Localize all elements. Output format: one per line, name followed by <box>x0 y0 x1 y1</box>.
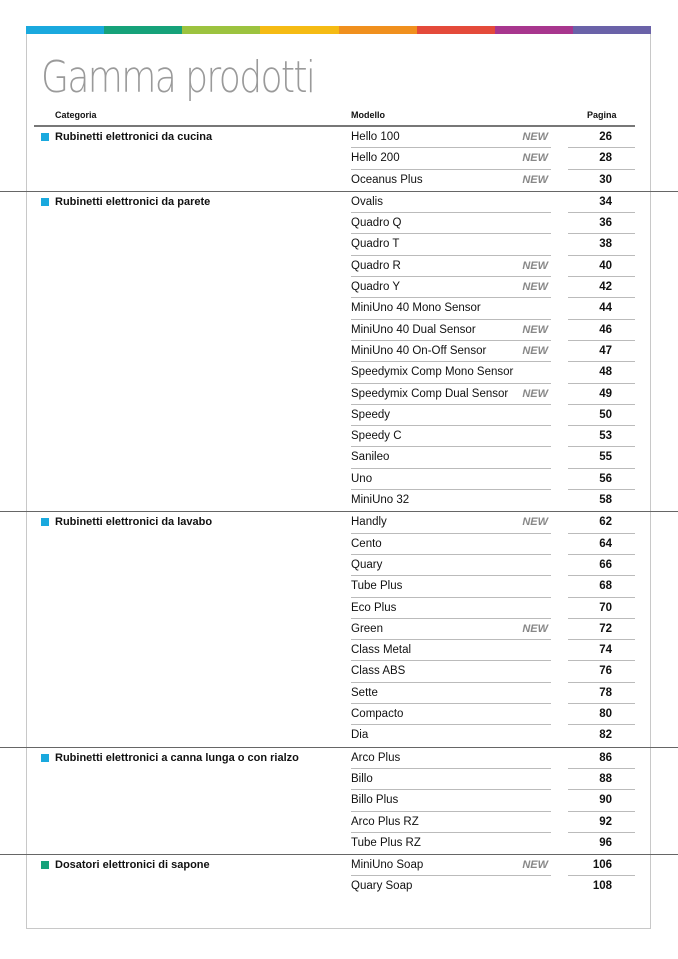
model-name: Eco Plus <box>351 601 397 614</box>
page-title: Gamma prodotti <box>41 52 315 103</box>
header-page: Pagina <box>587 110 617 120</box>
page-number: 68 <box>599 580 612 593</box>
model-name: Ovalis <box>351 195 383 208</box>
table-row <box>0 576 678 597</box>
new-badge: NEW <box>522 281 548 294</box>
table-row <box>0 490 678 511</box>
model-name: Billo <box>351 772 373 785</box>
model-name: MiniUno 40 Mono Sensor <box>351 302 481 315</box>
table-row <box>0 320 678 341</box>
table-row <box>0 127 678 148</box>
page-number: 28 <box>599 152 612 165</box>
color-stripe-segment <box>182 26 260 34</box>
new-badge: NEW <box>522 173 548 186</box>
color-stripe-segment <box>104 26 182 34</box>
model-name: Oceanus Plus <box>351 173 423 186</box>
page-number: 64 <box>599 537 612 550</box>
table-row <box>0 234 678 255</box>
page-number: 50 <box>599 408 612 421</box>
color-stripe-segment <box>417 26 495 34</box>
model-name: Class Metal <box>351 644 412 657</box>
page-number: 34 <box>599 195 612 208</box>
page-number: 55 <box>599 451 612 464</box>
table-row <box>0 598 678 619</box>
page-number: 44 <box>599 302 612 315</box>
model-name: Handly <box>351 516 387 529</box>
page-number: 26 <box>599 131 612 143</box>
model-name: Quadro T <box>351 238 400 251</box>
table-row <box>0 469 678 490</box>
model-name: Quadro Q <box>351 217 402 230</box>
category-square-icon <box>41 754 49 762</box>
model-name: Speedy C <box>351 430 402 443</box>
new-badge: NEW <box>522 131 548 143</box>
color-stripe-segment <box>339 26 417 34</box>
page-number: 96 <box>599 836 612 849</box>
model-name: Quary Soap <box>351 880 413 893</box>
category-square-icon <box>41 133 49 141</box>
page-number: 70 <box>599 601 612 614</box>
color-stripe <box>26 26 651 34</box>
table-row <box>0 640 678 661</box>
page-number: 46 <box>599 323 612 336</box>
table-row <box>0 833 678 854</box>
header-category: Categoria <box>55 110 97 120</box>
page-number: 80 <box>599 708 612 721</box>
table-row <box>0 447 678 468</box>
header-model: Modello <box>351 110 385 120</box>
model-name: Arco Plus <box>351 751 401 764</box>
model-name: Green <box>351 622 383 635</box>
color-stripe-segment <box>26 26 104 34</box>
color-stripe-segment <box>495 26 573 34</box>
page-number: 42 <box>599 281 612 294</box>
model-name: Quary <box>351 558 383 571</box>
page-number: 53 <box>599 430 612 443</box>
category-label: Rubinetti elettronici da lavabo <box>55 516 213 529</box>
table-row <box>0 213 678 234</box>
new-badge: NEW <box>522 387 548 400</box>
page-number: 47 <box>599 344 612 357</box>
model-name: MiniUno 32 <box>351 494 410 507</box>
model-name: MiniUno 40 On-Off Sensor <box>351 344 487 357</box>
category-label: Rubinetti elettronici da cucina <box>55 131 213 143</box>
color-stripe-segment <box>260 26 338 34</box>
model-name: Sanileo <box>351 451 390 464</box>
page-number: 40 <box>599 259 612 272</box>
model-name: Tube Plus RZ <box>351 836 421 849</box>
table-row <box>0 277 678 298</box>
table-row <box>0 426 678 447</box>
page-number: 36 <box>599 217 612 230</box>
table-row <box>0 854 678 876</box>
model-name: MiniUno 40 Dual Sensor <box>351 323 476 336</box>
table-row <box>0 534 678 555</box>
new-badge: NEW <box>522 622 548 635</box>
page-number: 108 <box>592 880 612 893</box>
category-square-icon <box>41 518 49 526</box>
model-name: Billo Plus <box>351 794 399 807</box>
category-square-icon <box>41 861 49 869</box>
table-row <box>0 191 678 213</box>
model-name: Quadro Y <box>351 281 401 294</box>
model-name: Uno <box>351 472 373 485</box>
page-number: 58 <box>599 494 612 507</box>
category-label: Rubinetti elettronici a canna lunga o con rialzo <box>55 751 299 764</box>
page-number: 38 <box>599 238 612 251</box>
page-number: 86 <box>599 751 612 764</box>
table-row <box>0 747 678 769</box>
new-badge: NEW <box>522 344 548 357</box>
page-number: 74 <box>599 644 612 657</box>
category-label: Rubinetti elettronici da parete <box>55 195 211 208</box>
new-badge: NEW <box>522 859 548 872</box>
model-name: Dia <box>351 729 369 742</box>
model-name: Class ABS <box>351 665 406 678</box>
new-badge: NEW <box>522 152 548 165</box>
page-number: 62 <box>599 516 612 529</box>
color-stripe-segment <box>573 26 651 34</box>
category-square-icon <box>41 198 49 206</box>
new-badge: NEW <box>522 259 548 272</box>
category-label: Dosatori elettronici di sapone <box>55 859 210 872</box>
page-number: 66 <box>599 558 612 571</box>
model-name: Hello 200 <box>351 152 400 165</box>
table-row <box>0 619 678 640</box>
model-name: Quadro R <box>351 259 401 272</box>
new-badge: NEW <box>522 323 548 336</box>
model-name: Speedymix Comp Mono Sensor <box>351 366 514 379</box>
model-name: MiniUno Soap <box>351 859 424 872</box>
model-name: Speedy <box>351 408 391 421</box>
model-name: Sette <box>351 686 378 699</box>
table-row <box>0 170 678 191</box>
model-name: Speedymix Comp Dual Sensor <box>351 387 509 400</box>
table-row <box>0 298 678 319</box>
page-number: 76 <box>599 665 612 678</box>
page-number: 30 <box>599 173 612 186</box>
new-badge: NEW <box>522 516 548 529</box>
page-number: 56 <box>599 472 612 485</box>
page-number: 92 <box>599 815 612 828</box>
table-row <box>0 876 678 897</box>
table-row <box>0 661 678 682</box>
table-row <box>0 405 678 426</box>
table-row <box>0 256 678 277</box>
table-row <box>0 769 678 790</box>
product-table <box>0 127 678 898</box>
page-number: 106 <box>592 859 612 872</box>
table-row <box>0 148 678 169</box>
model-name: Tube Plus <box>351 580 403 593</box>
page-number: 90 <box>599 794 612 807</box>
model-name: Hello 100 <box>351 131 400 143</box>
table-row <box>0 790 678 811</box>
page-number: 88 <box>599 772 612 785</box>
table-row <box>0 683 678 704</box>
model-name: Cento <box>351 537 382 550</box>
page-number: 82 <box>599 729 612 742</box>
model-name: Arco Plus RZ <box>351 815 419 828</box>
table-row <box>0 362 678 383</box>
table-row <box>0 555 678 576</box>
table-row <box>0 812 678 833</box>
page-number: 72 <box>599 622 612 635</box>
table-row <box>0 384 678 405</box>
table-row <box>0 725 678 746</box>
table-row <box>0 341 678 362</box>
page-number: 78 <box>599 686 612 699</box>
table-row <box>0 511 678 533</box>
model-name: Compacto <box>351 708 404 721</box>
table-row <box>0 704 678 725</box>
page-number: 48 <box>599 366 612 379</box>
page-number: 49 <box>599 387 612 400</box>
